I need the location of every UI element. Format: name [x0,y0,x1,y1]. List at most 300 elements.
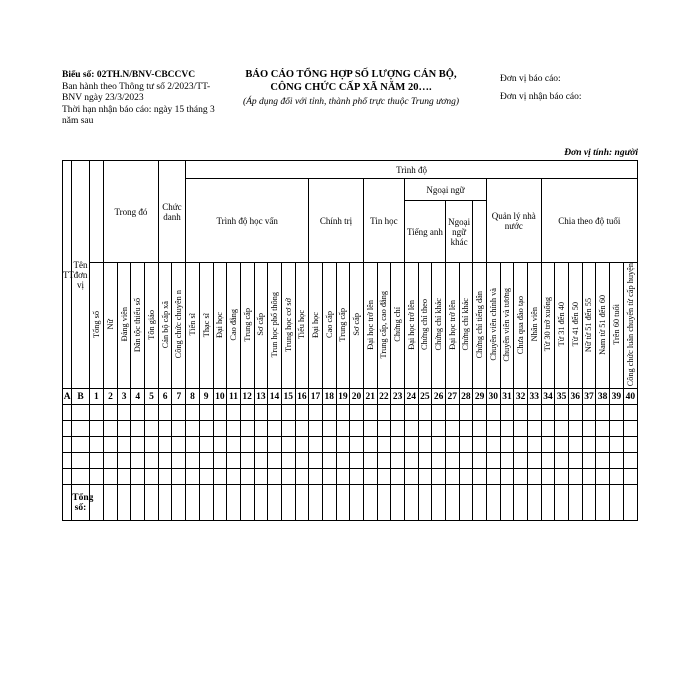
data-cell [336,421,350,437]
data-cell [486,437,500,453]
leaf-header-text: Trung cấp [338,307,348,342]
leaf-header [445,263,459,389]
leaf-header [213,263,227,389]
group-tin-hoc: Tin học [363,179,404,263]
data-cell [213,453,227,469]
data-cell [145,469,159,485]
data-cell [213,469,227,485]
data-cell [72,453,89,469]
data-cell [404,421,418,437]
leaf-header-text: Sơ cấp [352,313,362,336]
data-cell [582,469,596,485]
data-cell [623,437,637,453]
data-cell [186,437,200,453]
total-cell [500,485,514,521]
column-number: 31 [500,389,514,405]
leaf-header-text: Đại học [311,311,321,338]
table-row [63,453,638,469]
data-cell [459,469,473,485]
data-cell [322,405,336,421]
leaf-header [582,263,596,389]
column-number: 19 [336,389,350,405]
total-cell [350,485,364,521]
total-cell [281,485,295,521]
leaf-header-text: Chuyên viên chính và [488,288,498,361]
leaf-header-text: Nam từ 51 đến 60 [598,294,608,355]
data-cell [268,405,282,421]
data-cell [473,437,487,453]
form-info [62,70,222,128]
table-row [63,161,638,179]
data-cell [445,405,459,421]
data-cell [377,437,391,453]
data-cell [309,405,323,421]
column-number: 27 [445,389,459,405]
data-cell [104,469,118,485]
data-cell [568,437,582,453]
table-row [63,469,638,485]
data-cell [172,437,186,453]
column-number: 33 [527,389,541,405]
data-cell [568,469,582,485]
data-cell [541,421,555,437]
leaf-header [486,263,500,389]
data-cell [582,421,596,437]
data-cell [145,453,159,469]
leaf-header [418,263,432,389]
total-cell [473,485,487,521]
leaf-header-text: Đại học trở lên [447,299,457,350]
data-cell [623,405,637,421]
data-cell [322,437,336,453]
column-number: 24 [404,389,418,405]
data-cell [322,421,336,437]
report-heading [236,69,466,109]
data-cell [514,469,528,485]
data-cell [281,469,295,485]
data-cell [582,437,596,453]
leaf-header-text: Từ 30 trở xuống [543,297,553,352]
leaf-header [268,263,282,389]
data-cell [199,437,213,453]
receiving-unit: Đơn vị nhận báo cáo: [500,92,582,102]
total-empty [63,485,72,521]
data-cell [500,405,514,421]
column-number: 3 [117,389,131,405]
data-cell [89,437,103,453]
data-cell [568,453,582,469]
total-label: Tổng số: [72,485,89,521]
leaf-header [295,263,309,389]
data-cell [199,421,213,437]
total-cell [295,485,309,521]
data-cell [596,437,610,453]
data-cell [104,437,118,453]
data-cell [596,421,610,437]
column-number: 20 [350,389,364,405]
leaf-header-text: Trung cấp [242,307,252,342]
data-cell [240,421,254,437]
data-cell [404,453,418,469]
report-table [62,160,638,521]
leaf-header [473,263,487,389]
total-cell [596,485,610,521]
data-cell [473,453,487,469]
data-cell [213,437,227,453]
data-cell [596,453,610,469]
column-number: 35 [555,389,569,405]
data-cell [104,453,118,469]
data-cell [172,453,186,469]
total-cell [89,485,103,521]
data-cell [145,421,159,437]
group-ngoai-ngu-khac: Ngoại ngữ khác [445,201,472,263]
data-cell [527,469,541,485]
column-number: 28 [459,389,473,405]
data-cell [104,405,118,421]
leaf-header [131,263,145,389]
total-cell [568,485,582,521]
leaf-header [104,263,118,389]
total-cell [131,485,145,521]
leaf-header-text: Nhân viên [529,307,539,342]
data-cell [336,453,350,469]
data-cell [404,437,418,453]
column-number: 30 [486,389,500,405]
column-number: 13 [254,389,268,405]
data-cell [418,469,432,485]
data-cell [432,437,446,453]
data-cell [199,453,213,469]
data-cell [89,405,103,421]
leaf-header-text: Cao đẳng [229,308,238,341]
total-cell [582,485,596,521]
leaf-header-text: Dân tộc thiểu số [133,297,143,352]
total-cell [527,485,541,521]
data-cell [281,405,295,421]
total-cell [609,485,623,521]
total-cell [391,485,405,521]
data-cell [473,469,487,485]
column-number: 10 [213,389,227,405]
leaf-header-text: Chưa qua đào tạo [516,295,526,354]
column-number: 39 [609,389,623,405]
total-cell [213,485,227,521]
data-cell [199,469,213,485]
data-cell [158,437,172,453]
group-chuc-danh: Chức danh [158,161,185,263]
total-cell [186,485,200,521]
data-cell [500,469,514,485]
data-cell [117,437,131,453]
total-cell [404,485,418,521]
data-cell [555,437,569,453]
data-cell [295,405,309,421]
data-cell [63,469,72,485]
data-cell [514,437,528,453]
data-cell [350,469,364,485]
leaf-header-text: Tiến sĩ [187,313,197,336]
group-tieng-anh: Tiếng anh [404,201,445,263]
data-cell [336,469,350,485]
data-cell [295,453,309,469]
data-cell [377,469,391,485]
total-cell [445,485,459,521]
data-cell [609,453,623,469]
leaf-header-text: Thạc sĩ [201,312,211,337]
data-cell [350,421,364,437]
data-cell [336,437,350,453]
data-cell [541,405,555,421]
data-cell [89,469,103,485]
data-cell [404,469,418,485]
column-number: 22 [377,389,391,405]
data-cell [213,421,227,437]
leaf-header [199,263,213,389]
column-number: 17 [309,389,323,405]
total-cell [418,485,432,521]
leaf-header-text: Chứng chỉ [393,307,403,342]
data-cell [391,453,405,469]
data-cell [172,405,186,421]
data-cell [131,421,145,437]
leaf-header [541,263,555,389]
data-cell [500,437,514,453]
data-cell [568,405,582,421]
leaf-header-text: Từ 41 đến 50 [570,302,580,347]
data-cell [445,437,459,453]
data-cell [418,453,432,469]
data-cell [227,453,241,469]
data-cell [145,405,159,421]
data-cell [609,421,623,437]
leaf-header [145,263,159,389]
data-cell [213,405,227,421]
data-cell [227,421,241,437]
data-cell [623,421,637,437]
data-cell [363,469,377,485]
data-cell [377,453,391,469]
data-cell [117,405,131,421]
data-cell [158,469,172,485]
data-cell [199,405,213,421]
data-cell [63,437,72,453]
column-number: 11 [227,389,241,405]
data-cell [514,453,528,469]
data-cell [186,421,200,437]
data-cell [514,421,528,437]
column-number: 5 [145,389,159,405]
leaf-header [527,263,541,389]
data-cell [172,469,186,485]
data-cell [623,453,637,469]
leaf-header-text: Đảng viên [119,307,129,342]
leaf-header [514,263,528,389]
data-cell [227,405,241,421]
data-cell [363,453,377,469]
data-cell [186,453,200,469]
data-cell [432,405,446,421]
total-cell [172,485,186,521]
data-cell [172,421,186,437]
data-cell [473,405,487,421]
data-cell [350,453,364,469]
group-trinh-do: Trình độ [186,161,638,179]
leaf-header-text: Cao cấp [324,311,334,339]
data-cell [445,453,459,469]
column-number: A [63,389,72,405]
data-cell [117,453,131,469]
data-cell [254,453,268,469]
column-number: 9 [199,389,213,405]
data-cell [609,437,623,453]
column-number: 14 [268,389,282,405]
table-row [63,437,638,453]
data-cell [609,469,623,485]
data-cell [350,405,364,421]
data-cell [555,453,569,469]
data-cell [117,469,131,485]
data-cell [158,421,172,437]
leaf-header-text: Chứng chỉ khác [434,298,444,351]
deadline: Thời hạn nhận báo cáo: ngày 15 tháng 3 năm sau [62,104,215,126]
data-cell [432,421,446,437]
data-cell [72,405,89,421]
table-row [63,389,638,405]
data-cell [363,421,377,437]
data-cell [89,421,103,437]
leaf-header-text: Đại học [215,311,225,338]
column-number: 15 [281,389,295,405]
data-cell [391,421,405,437]
leaf-header-total-text: Tổng số [91,311,101,339]
data-cell [459,453,473,469]
data-cell [309,453,323,469]
leaf-header-text: Từ 31 đến 40 [557,302,567,347]
leaf-header [568,263,582,389]
column-number: 25 [418,389,432,405]
data-cell [404,405,418,421]
total-cell [541,485,555,521]
group-do-tuoi: Chia theo độ tuổi [541,179,637,263]
data-cell [486,469,500,485]
data-cell [268,469,282,485]
data-cell [541,469,555,485]
col-tt: TT [63,161,72,389]
group-hoc-van: Trình độ học vấn [186,179,309,263]
column-number: 38 [596,389,610,405]
data-cell [459,437,473,453]
table-row [63,263,638,389]
col-total [89,161,103,263]
column-number: 32 [514,389,528,405]
data-cell [309,437,323,453]
column-number: 2 [104,389,118,405]
leaf-header [322,263,336,389]
data-cell [158,405,172,421]
leaf-header [158,263,172,389]
group-chinh-tri: Chính trị [309,179,364,263]
data-cell [473,421,487,437]
leaf-header-text: Chứng chỉ khác [461,298,471,351]
data-cell [514,405,528,421]
leaf-header [623,263,637,389]
leaf-header [172,263,186,389]
data-cell [89,453,103,469]
data-cell [227,469,241,485]
leaf-header [186,263,200,389]
data-cell [350,437,364,453]
leaf-header [500,263,514,389]
data-cell [131,405,145,421]
leaf-header [404,263,418,389]
data-cell [377,405,391,421]
leaf-header [254,263,268,389]
column-number: 26 [432,389,446,405]
leaf-header-text: Tôn giáo [146,309,156,340]
data-cell [268,453,282,469]
leaf-header-text: Cán bộ cấp xã [160,301,170,349]
issued-by: Ban hành theo Thông tư số 2/2023/TT-BNV ngày 23/3/2023 [62,81,211,103]
leaf-header-text: Trung học cơ sở [283,297,293,352]
data-cell [240,453,254,469]
data-cell [391,469,405,485]
total-cell [268,485,282,521]
data-cell [336,405,350,421]
reporting-unit: Đơn vị báo cáo: [500,74,561,84]
data-cell [104,421,118,437]
total-cell [555,485,569,521]
leaf-header [596,263,610,389]
column-number: 6 [158,389,172,405]
data-cell [445,469,459,485]
ngoai-ngu-extra [473,201,487,263]
data-cell [555,405,569,421]
leaf-header-text: Công chức luân chuyển từ cấp huyện [625,263,635,387]
column-number: 1 [89,389,103,405]
report-title: BÁO CÁO TỔNG HỢP SỐ LƯỢNG CÁN BỘ, CÔNG CHỨC CẤP XÃ NĂM 20…. [245,69,457,93]
total-cell [514,485,528,521]
data-cell [268,437,282,453]
table-row [63,405,638,421]
leaf-header-text: Nữ [105,319,115,330]
data-cell [322,453,336,469]
leaf-header [432,263,446,389]
data-cell [459,405,473,421]
leaf-header [240,263,254,389]
data-cell [295,469,309,485]
data-cell [418,437,432,453]
data-cell [186,469,200,485]
data-cell [309,421,323,437]
total-cell [377,485,391,521]
data-cell [377,421,391,437]
data-cell [418,405,432,421]
total-cell [254,485,268,521]
leaf-header-text: Đại học trở lên [406,299,416,350]
leaf-header-text: Tiểu học [297,310,307,340]
leaf-header [117,263,131,389]
data-cell [541,453,555,469]
data-cell [295,421,309,437]
total-cell [432,485,446,521]
total-cell [623,485,637,521]
column-number: 18 [322,389,336,405]
data-cell [322,469,336,485]
leaf-header-text: Chứng chỉ tiếng dân [475,290,485,359]
data-cell [281,453,295,469]
data-cell [254,421,268,437]
